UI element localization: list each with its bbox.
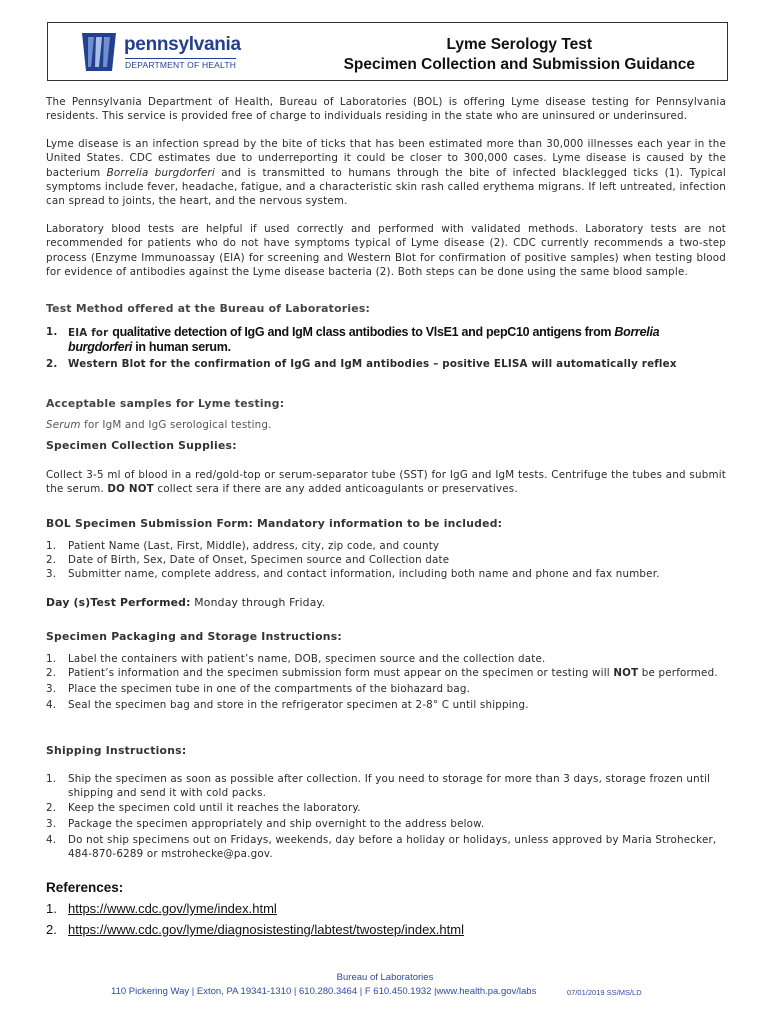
- test-method-item-1-italic: Borrelia burgdorferi: [68, 325, 660, 354]
- submission-form-list: [46, 539, 726, 581]
- list-item-text: Seal the specimen bag and store in the refrigerator specimen at 2-8° C until shipping.: [68, 699, 529, 711]
- intro-p2-part-a: Lyme disease is an infection spread by the bite of ticks that has been estimated more than 30,000 illnesses each year in the United States. CDC estimates due to underreporting it could be closer to 300,000 cases. Lyme disease is caused by the bacterium: [46, 138, 726, 179]
- list-item: [46, 539, 726, 553]
- footer-code: 07/01/2019 SS/MS/LD: [567, 988, 642, 997]
- reference-item: [46, 919, 464, 940]
- supplies-heading: Specimen Collection Supplies:: [46, 439, 237, 452]
- references-list: [46, 898, 464, 940]
- acceptable-samples-text: [46, 418, 726, 432]
- test-method-item-2-text: Western Blot for the confirmation of IgG and IgM antibodies – positive ELISA will automatically reflex: [68, 358, 677, 370]
- test-method-item-2: [46, 357, 726, 371]
- list-item-text-a: Patient’s information and the specimen submission form must appear on the specimen or testing will: [68, 667, 614, 679]
- logo-department: DEPARTMENT OF HEALTH: [125, 60, 237, 70]
- list-number: 3.: [46, 683, 57, 695]
- list-number: 1.: [46, 901, 57, 916]
- test-method-item-1-b: qualitative detection of IgG and IgM class antibodies to VlsE1 and pepC10 antigens from: [112, 325, 615, 339]
- supplies-text-b: collect sera if there are any added anticoagulants or preservatives.: [153, 483, 518, 496]
- list-item-text: Package the specimen appropriately and ship overnight to the address below.: [68, 818, 485, 830]
- acceptable-rest: for IgM and IgG serological testing.: [80, 419, 272, 431]
- supplies-text: [46, 468, 726, 497]
- list-item: [46, 666, 726, 680]
- acceptable-samples-heading: Acceptable samples for Lyme testing:: [46, 397, 285, 410]
- list-number: 1.: [46, 653, 57, 665]
- list-number: 4.: [46, 834, 57, 846]
- list-item: [46, 567, 726, 581]
- list-item-text-b: be performed.: [638, 667, 718, 679]
- shipping-list: [46, 772, 726, 861]
- list-item: [46, 772, 726, 800]
- references-heading: References:: [46, 880, 124, 895]
- test-method-item-1-c: in human serum.: [132, 340, 231, 354]
- list-item: [46, 652, 726, 666]
- list-item: [46, 682, 726, 696]
- page-title: [344, 35, 695, 75]
- title-line-2: Specimen Collection and Submission Guidance: [343, 56, 695, 73]
- intro-paragraph-2: [46, 137, 726, 208]
- test-method-item-1-a: EIA for: [68, 327, 113, 339]
- footer-address: 110 Pickering Way | Exton, PA 19341-1310 | 610.280.3464 | F 610.450.1932 |www.health.pa.gov/labs: [111, 986, 537, 997]
- list-item-text: Keep the specimen cold until it reaches the laboratory.: [68, 802, 361, 814]
- list-number: 3.: [46, 818, 57, 830]
- list-item: [46, 833, 726, 861]
- logo-name: pennsylvania: [124, 34, 241, 55]
- list-item: [46, 817, 726, 831]
- list-item: [46, 553, 726, 567]
- intro-paragraph-3: Laboratory blood tests are helpful if used correctly and performed with validated methods. Laboratory tests are not recommended for patients who do not have symptoms typical of Lyme disease (2). CDC currently recommends a two-step process (Enzyme Immunoassay (EIA) for screening and Western Blot for confirmation of positive samples) when testing blood for evidence of antibodies against the Lyme disease bacteria (2). Both steps can be done using the same blood sample.: [46, 223, 726, 278]
- intro-p2-part-b: and is transmitted to humans through the bite of infected blacklegged ticks (1). Typical symptoms include fever, headache, fatigue, and a characteristic skin rash called erythema migrans. If left untreated, infection can spread to joints, the heart, and the nervous system.: [46, 166, 726, 208]
- intro-p2-italic: Borrelia burgdorferi: [106, 166, 215, 179]
- list-number: 1.: [46, 773, 57, 785]
- acceptable-italic: Serum: [46, 419, 81, 431]
- test-method-item-1: [46, 325, 726, 355]
- reference-link-2[interactable]: https://www.cdc.gov/lyme/diagnosistesting/labtest/twostep/index.html: [68, 922, 464, 937]
- pa-doh-logo: [78, 31, 278, 73]
- test-method-heading: Test Method offered at the Bureau of Laboratories:: [46, 302, 371, 315]
- list-item-text: Date of Birth, Sex, Date of Onset, Specimen source and Collection date: [68, 554, 450, 566]
- packaging-heading: Specimen Packaging and Storage Instructions:: [46, 630, 342, 643]
- days-performed: [46, 596, 726, 610]
- days-value: Monday through Friday.: [190, 596, 326, 609]
- list-item-text: Patient Name (Last, First, Middle), address, city, zip code, and county: [68, 540, 440, 552]
- shipping-heading: Shipping Instructions:: [46, 744, 187, 757]
- list-number: 2.: [46, 667, 57, 679]
- list-item-text: Do not ship specimens out on Fridays, weekends, day before a holiday or holidays, unless approved by Maria Strohecker, 484-870-6289 or mstrohecke@pa.gov.: [68, 834, 717, 860]
- list-number: 2.: [46, 922, 57, 937]
- reference-link-1[interactable]: https://www.cdc.gov/lyme/index.html: [68, 901, 277, 916]
- submission-form-heading: BOL Specimen Submission Form: Mandatory information to be included:: [46, 517, 503, 530]
- list-number: 1.: [46, 326, 58, 338]
- intro-paragraph-1: The Pennsylvania Department of Health, Bureau of Laboratories (BOL) is offering Lyme disease testing for Pennsylvania residents. This service is provided free of charge to individuals residing in the state who are uninsured or underinsured.: [46, 96, 726, 123]
- list-number: 3.: [46, 568, 57, 580]
- list-number: 1.: [46, 540, 57, 552]
- list-number: 2.: [46, 554, 57, 566]
- list-item-text: Submitter name, complete address, and contact information, including both name and phone and fax number.: [68, 568, 660, 580]
- test-method-list: [46, 325, 726, 371]
- list-item: [46, 698, 726, 712]
- keystone-logo-icon: [78, 31, 120, 73]
- supplies-text-a: Collect 3-5 ml of blood in a red/gold-top or serum-separator tube (SST) for IgG and IgM tests. Centrifuge the tubes and submit the serum.: [46, 469, 726, 496]
- list-number: 4.: [46, 699, 57, 711]
- list-item-text: Ship the specimen as soon as possible after collection. If you need to storage for more than 3 days, storage frozen until shipping and send it with cold packs.: [68, 773, 711, 799]
- footer-org: Bureau of Laboratories: [336, 972, 434, 983]
- header-box: [47, 22, 728, 81]
- list-item: [46, 801, 726, 815]
- packaging-list: [46, 652, 726, 712]
- list-item-bold: NOT: [613, 667, 639, 679]
- list-number: 2.: [46, 802, 57, 814]
- days-label: Day (s)Test Performed:: [46, 596, 191, 609]
- list-item-text: Label the containers with patient’s name, DOB, specimen source and the collection date.: [68, 653, 546, 665]
- title-line-1: Lyme Serology Test: [446, 36, 593, 53]
- list-item-text: Place the specimen tube in one of the compartments of the biohazard bag.: [68, 683, 471, 695]
- reference-item: [46, 898, 464, 919]
- supplies-bold: DO NOT: [107, 483, 154, 496]
- list-number: 2.: [46, 358, 58, 370]
